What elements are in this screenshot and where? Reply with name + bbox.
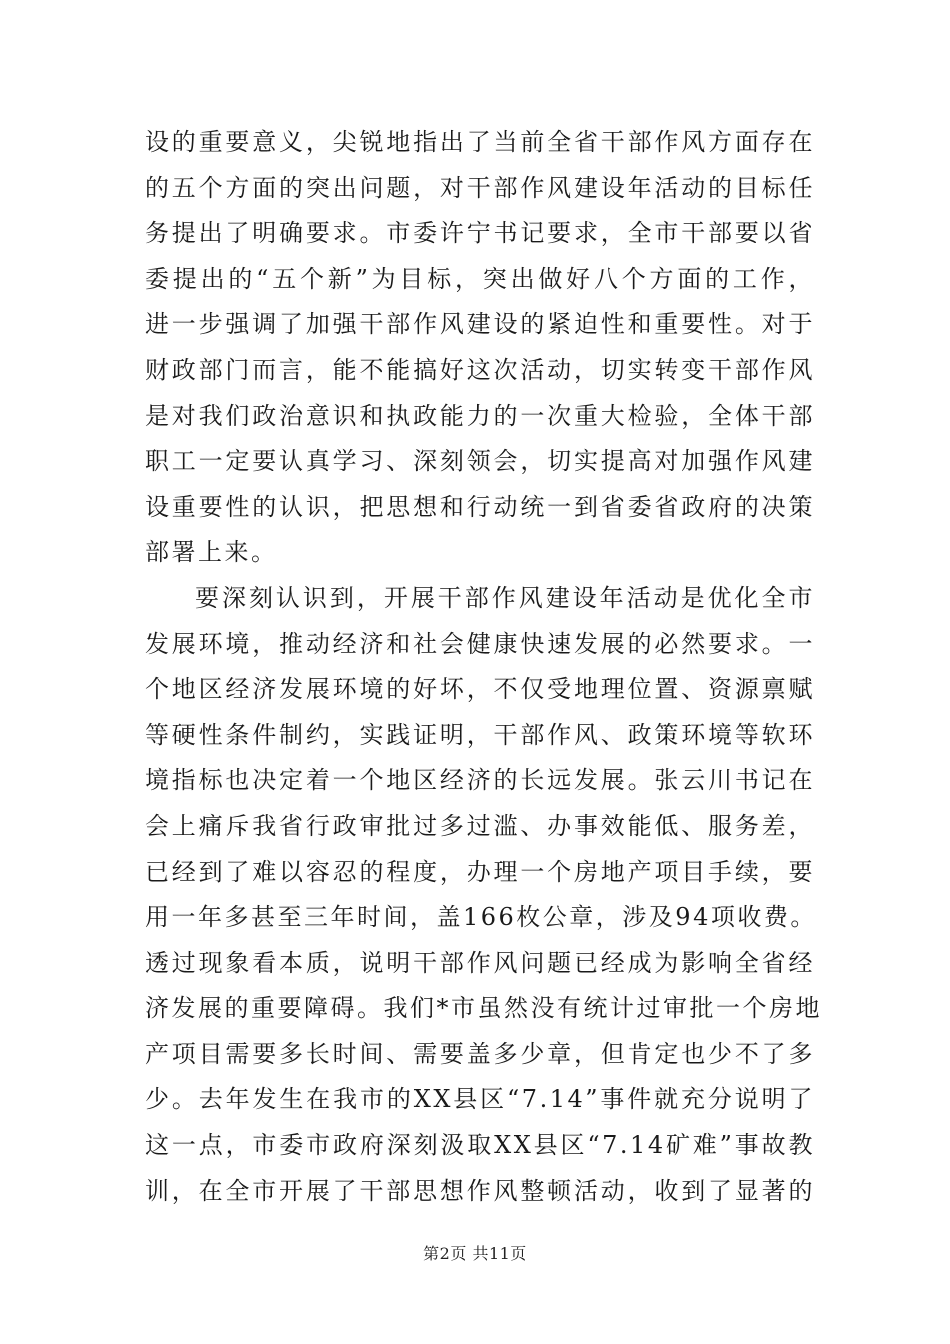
- text-line: 的五个方面的突出问题，对干部作风建设年活动的目标任: [145, 173, 815, 202]
- text-line: 财政部门而言，能不能搞好这次活动，切实转变干部作风: [145, 355, 815, 384]
- paragraph-first-line: 要深刻认识到，开展干部作风建设年活动是优化全市: [195, 583, 815, 612]
- text-line: 等硬性条件制约，实践证明，干部作风、政策环境等软环: [145, 720, 815, 749]
- page-number-footer: 第2页 共11页: [423, 1244, 527, 1263]
- text-line: 济发展的重要障碍。我们*市虽然没有统计过审批一个房地: [145, 994, 822, 1023]
- text-line: 务提出了明确要求。市委许宁书记要求，全市干部要以省: [145, 219, 815, 248]
- text-line: 部署上来。: [145, 538, 278, 567]
- text-line: 训，在全市开展了干部思想作风整顿活动，收到了显著的: [145, 1176, 815, 1205]
- text-line: 境指标也决定着一个地区经济的长远发展。张云川书记在: [145, 766, 815, 795]
- text-line: 已经到了难以容忍的程度，办理一个房地产项目手续，要: [145, 857, 815, 886]
- text-line: 设的重要意义，尖锐地指出了当前全省干部作风方面存在: [145, 128, 815, 156]
- text-line: 会上痛斥我省行政审批过多过滥、办事效能低、服务差，: [145, 811, 815, 840]
- text-line: 个地区经济发展环境的好坏，不仅受地理位置、资源禀赋: [145, 675, 815, 704]
- text-line: 设重要性的认识，把思想和行动统一到省委省政府的决策: [145, 492, 815, 521]
- text-line: 是对我们政治意识和执政能力的一次重大检验，全体干部: [145, 401, 815, 430]
- text-line: 委提出的“五个新”为目标，突出做好八个方面的工作，: [145, 264, 815, 293]
- text-line: 职工一定要认真学习、深刻领会，切实提高对加强作风建: [145, 447, 815, 476]
- text-line: 进一步强调了加强干部作风建设的紧迫性和重要性。对于: [145, 310, 815, 339]
- text-line: 这一点，市委市政府深刻汲取XX县区“7.14矿难”事故教: [145, 1131, 815, 1160]
- text-line: 少。去年发生在我市的XX县区“7.14”事件就充分说明了: [145, 1085, 815, 1114]
- text-line: 产项目需要多长时间、需要盖多少章，但肯定也少不了多: [145, 1039, 815, 1068]
- text-line: 发展环境，推动经济和社会健康快速发展的必然要求。一: [145, 629, 815, 658]
- text-line: 用一年多甚至三年时间，盖166枚公章，涉及94项收费。: [145, 903, 817, 932]
- text-line: 透过现象看本质，说明干部作风问题已经成为影响全省经: [145, 948, 815, 977]
- document-body: [145, 120, 822, 1214]
